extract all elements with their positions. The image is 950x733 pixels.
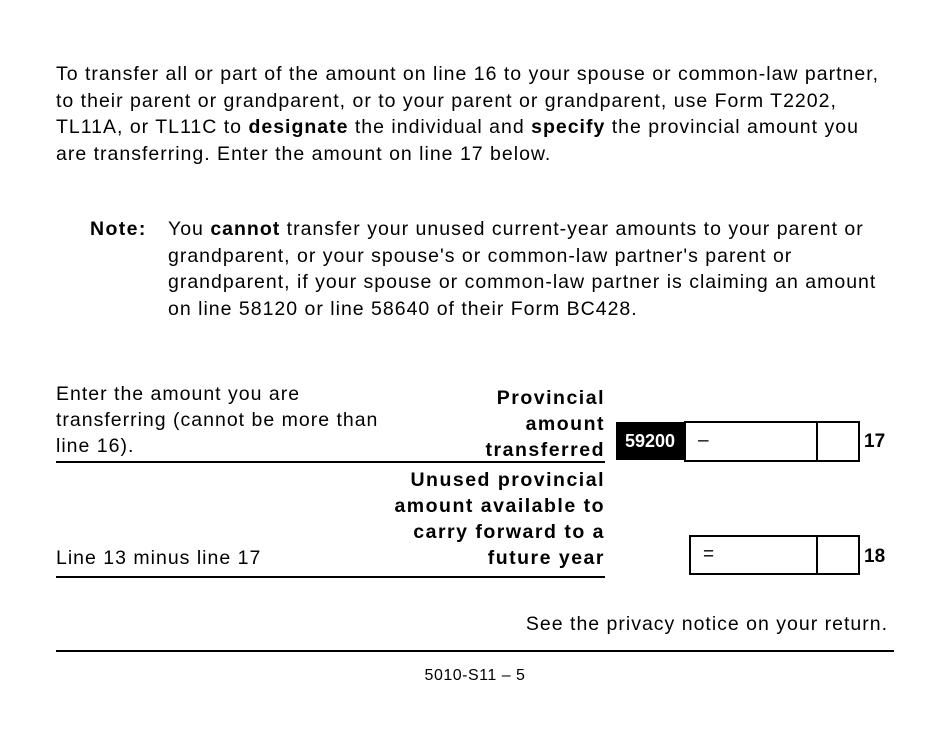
form-number-footer: 5010-S11 – 5 (424, 667, 526, 684)
line-18-description: Line 13 minus line 17 (56, 547, 262, 569)
intro-text-2: the individual and (348, 116, 532, 138)
line-17-title-line: amount (525, 413, 605, 435)
minus-sign: – (698, 430, 709, 451)
note-label: Note: (90, 218, 147, 240)
intro-bold-designate: designate (248, 116, 349, 138)
intro-text-1: To transfer all or part of the amount on line 16 to your spouse or common-law partner, to their parent or grandparent, or to your parent or grandparent, use Form T2202, TL11A, or TL11C to (56, 63, 880, 138)
cents-divider (816, 537, 818, 573)
line-17-title (486, 385, 605, 463)
line-18-amount-field[interactable] (689, 535, 860, 575)
line-18-underline (56, 576, 605, 578)
intro-bold-specify: specify (531, 116, 606, 138)
equals-sign: = (703, 544, 715, 565)
line-18-title-line: carry forward to a (413, 521, 605, 543)
line-17-number: 17 (864, 431, 886, 452)
line-18-title-line: Unused provincial (410, 469, 605, 491)
footer-rule (56, 650, 894, 652)
note-text-2: transfer your unused current-year amounts to your parent or grandparent, or your spouse's or common-law partner's parent or grandparent, if your spouse or common-law partner is claiming an amount on line 58120 or line 58640 of their Form BC428. (168, 218, 877, 320)
line-17-title-line: transferred (485, 439, 605, 461)
intro-text-3: the provincial amount you are transferring. Enter the amount on line 17 below. (56, 116, 859, 165)
note-bold-cannot: cannot (210, 218, 281, 240)
cents-divider (816, 423, 818, 460)
line-17-description: Enter the amount you are transferring (cannot be more than line 16). (56, 383, 379, 457)
note-text (168, 216, 898, 322)
line-17-title-line: Provincial (496, 387, 605, 409)
intro-paragraph (56, 61, 896, 167)
line-17-code-box: 59200 (616, 422, 684, 460)
line-18-number: 18 (864, 546, 886, 567)
line-18-title-line: amount available to (394, 495, 605, 517)
line-17-underline (56, 461, 605, 463)
line-17-amount-field[interactable] (684, 421, 860, 462)
privacy-notice: See the privacy notice on your return. (525, 613, 888, 635)
line-18-title-line: future year (487, 547, 605, 569)
line-18-title (394, 467, 605, 571)
note-text-1: You (168, 218, 211, 240)
